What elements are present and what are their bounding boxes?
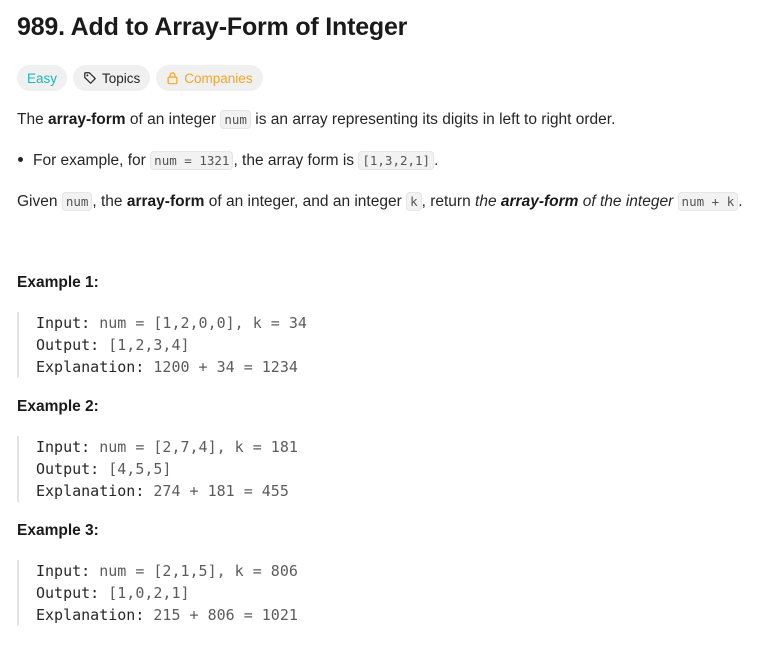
explanation-label: Explanation: (36, 358, 145, 376)
example-1-title: Example 1: (17, 274, 99, 291)
inline-code: num + k (678, 192, 739, 211)
inline-code: [1,3,2,1] (358, 151, 434, 170)
text: For example, for (33, 152, 146, 169)
explanation-value: 274 + 181 = 455 (153, 482, 289, 500)
text: . (738, 193, 743, 210)
text: , the array form is (233, 152, 355, 169)
example-2-title: Example 2: (17, 398, 99, 415)
input-value: num = [2,1,5], k = 806 (99, 562, 298, 580)
bold-term: array-form (48, 111, 126, 128)
inline-code: k (406, 192, 422, 211)
text: , the (92, 193, 123, 210)
text: Given (17, 193, 58, 210)
input-label: Input: (36, 562, 91, 580)
bullet-icon (18, 157, 23, 162)
description-paragraph-2 (17, 191, 743, 213)
input-label: Input: (36, 314, 91, 332)
topics-button[interactable] (73, 65, 150, 91)
output-label: Output: (36, 336, 100, 354)
description-paragraph-1 (17, 109, 615, 131)
output-value: [4,5,5] (108, 460, 172, 478)
explanation-label: Explanation: (36, 482, 145, 500)
example-bullet (17, 150, 438, 172)
output-value: [1,0,2,1] (108, 584, 190, 602)
italic-text: of the integer (582, 193, 674, 210)
inline-code: num (220, 110, 251, 129)
text: The (17, 111, 44, 128)
example-3-title: Example 3: (17, 522, 99, 539)
italic-text: the (475, 193, 497, 210)
difficulty-badge (17, 65, 67, 91)
bold-italic-term: array-form (500, 193, 579, 210)
text: . (434, 152, 439, 169)
difficulty-label: Easy (27, 70, 58, 86)
explanation-value: 215 + 806 = 1021 (153, 606, 298, 624)
bold-term: array-form (126, 193, 205, 210)
lock-icon (166, 71, 179, 85)
example-3-block (17, 560, 298, 626)
input-label: Input: (36, 438, 91, 456)
text: , return (421, 193, 471, 210)
text: is an array representing its digits in left to right order. (255, 111, 616, 128)
inline-code: num = 1321 (150, 151, 233, 170)
input-value: num = [1,2,0,0], k = 34 (99, 314, 307, 332)
example-1-block (17, 312, 307, 378)
topics-label: Topics (102, 70, 141, 86)
problem-title: 989. Add to Array-Form of Integer (17, 13, 408, 41)
text: of an integer (129, 111, 217, 128)
output-label: Output: (36, 584, 100, 602)
inline-code: num (62, 192, 93, 211)
tag-icon (83, 71, 97, 85)
companies-label: Companies (184, 70, 253, 86)
text: of an integer, and an integer (208, 193, 402, 210)
explanation-label: Explanation: (36, 606, 145, 624)
explanation-value: 1200 + 34 = 1234 (153, 358, 298, 376)
problem-tags (17, 65, 263, 91)
input-value: num = [2,7,4], k = 181 (99, 438, 298, 456)
companies-button[interactable] (156, 65, 262, 91)
output-label: Output: (36, 460, 100, 478)
example-2-block (17, 436, 298, 502)
output-value: [1,2,3,4] (108, 336, 190, 354)
